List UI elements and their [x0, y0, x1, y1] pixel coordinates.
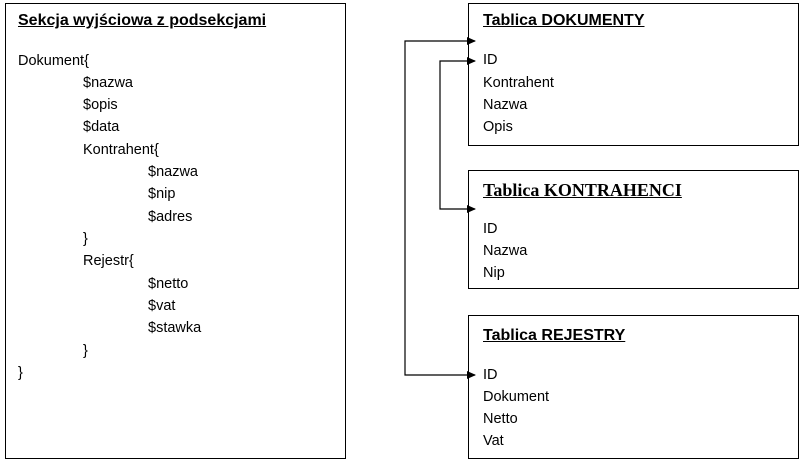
table-field: Nazwa — [483, 243, 528, 259]
code-line: } — [83, 231, 88, 247]
table-field: Netto — [483, 411, 518, 427]
table-field: Vat — [483, 433, 504, 449]
table-field: Kontrahent — [483, 75, 554, 91]
code-line: $data — [83, 119, 120, 135]
arrow-dokumenty-kontrahenci — [440, 61, 475, 209]
code-line: $nazwa — [148, 164, 198, 180]
section-title: Sekcja wyjściowa z podsekcjami — [18, 12, 267, 29]
table-field: Opis — [483, 119, 513, 135]
table-field: Nazwa — [483, 97, 528, 113]
code-line: $opis — [83, 97, 118, 113]
table-field: ID — [483, 221, 498, 237]
table-kontrahenci-title: Tablica KONTRAHENCI — [483, 180, 682, 200]
table-field: Dokument — [483, 389, 550, 405]
arrow-head-dokumenty-id — [467, 57, 476, 65]
code-line: Rejestr{ — [83, 253, 134, 269]
code-line: } — [83, 343, 88, 359]
code-line: $netto — [148, 276, 189, 292]
table-field: ID — [483, 52, 498, 68]
code-line: $stawka — [148, 320, 202, 336]
table-dokumenty-title: Tablica DOKUMENTY — [483, 12, 645, 29]
table-field: ID — [483, 367, 498, 383]
table-rejestry-title: Tablica REJESTRY — [483, 327, 626, 344]
code-line: $nip — [148, 186, 176, 202]
code-line: } — [18, 365, 23, 381]
code-line: Dokument{ — [18, 53, 89, 69]
code-line: $adres — [148, 209, 193, 225]
code-line: Kontrahent{ — [83, 142, 159, 158]
code-line: $nazwa — [83, 75, 133, 91]
arrow-head-dokumenty — [467, 37, 476, 45]
code-line: $vat — [148, 298, 176, 314]
table-field: Nip — [483, 265, 505, 281]
